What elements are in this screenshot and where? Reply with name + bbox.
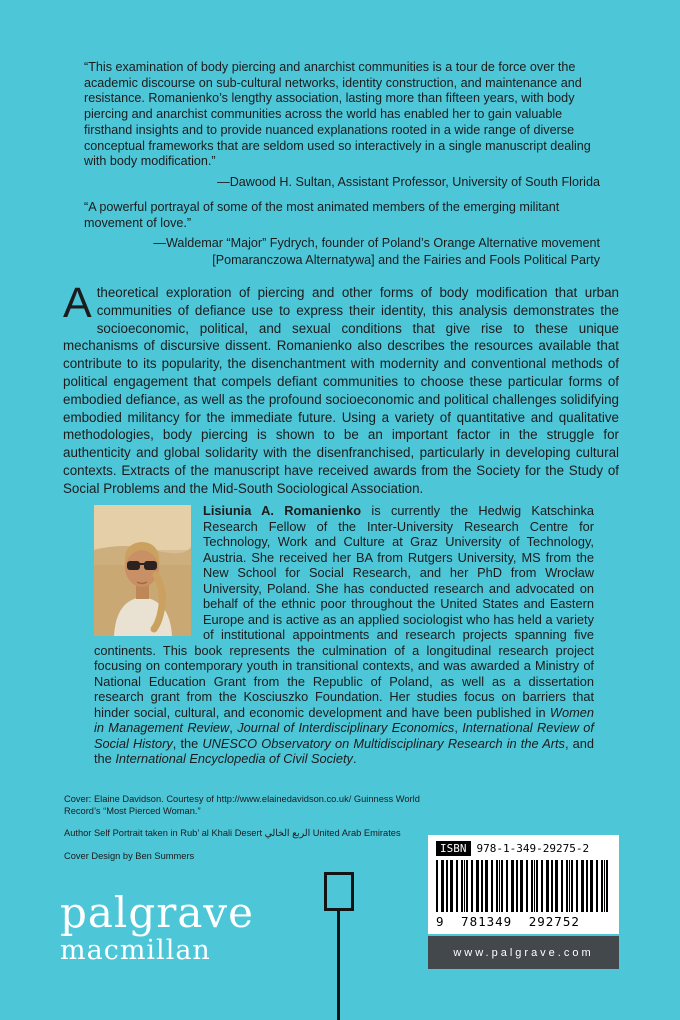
trim-registration-mark xyxy=(324,872,354,911)
isbn-label: ISBN xyxy=(436,841,471,856)
barcode-block xyxy=(428,835,619,969)
logo-macmillan-text: macmillan xyxy=(60,935,211,966)
endorsement-quote-2 xyxy=(84,200,600,269)
book-synopsis xyxy=(63,279,619,498)
endorsement-quote-2-attribution-line-2: [Pomaranczowa Alternatywa] and the Fairies and Fools Political Party xyxy=(212,253,600,268)
author-portrait-credit: Author Self Portrait taken in Rub’ al Khali Desert الربع الخالي United Arab Emirates xyxy=(64,828,401,839)
synopsis-drop-cap: A xyxy=(63,279,92,327)
cover-design-credit: Cover Design by Ben Summers xyxy=(64,850,195,861)
endorsement-quote-2-text: “A powerful portrayal of some of the most animated members of the emerging militant movement of love.” xyxy=(84,200,560,230)
author-bio xyxy=(94,503,594,767)
cover-credit-line-2: Record’s “Most Pierced Woman.” xyxy=(64,805,201,816)
synopsis-text: theoretical exploration of piercing and other forms of body modification that urban communities of defiance use to express their identity, this analysis demonstrates the socioeconomic, political, and sexual conditions that give rise to these unique mechanisms of discursive dissent. Romanienko also describes the resources available that contribute to its popularity, the disenchantment with modernity and conventional methods of political engagement that compels defiant communities to choose these particular forms of embodied defiance, as well as the profound socioeconomic and political challenges solidifying embodied militancy for the immediate future. Using a variety of quantitative and qualitative methodologies, body piercing is shown to be an important factor in the struggle for authenticity and global solidarity with the disenfranchised, particularly in developing cultural contexts. Extracts of the manuscript have received awards from the Society for the Study of Social Problems and the Mid-South Sociological Association. xyxy=(63,285,619,496)
endorsement-quote-1-text: “This examination of body piercing and anarchist communities is a tour de force over the academic discourse on sub-cultural networks, identity construction, and maintenance and resistance. Romanienko’s lengthy association, lasting more than fifteen years, with body piercing and anarchist communities across the world has enabled her to gain valuable firsthand insights and to provide nuanced explanations rooted in a wide range of diverse conceptual frameworks that are seldom used so interactively in a single manuscript dealing with body modification.” xyxy=(84,60,591,169)
credits-block xyxy=(64,794,484,862)
logo-palgrave-text: palgrave xyxy=(60,888,254,937)
endorsement-quote-1-attribution: —Dawood H. Sultan, Assistant Professor, University of South Florida xyxy=(217,174,600,189)
cover-credit-line-1: Cover: Elaine Davidson. Courtesy of http://www.elainedavidson.co.uk/ Guinness World xyxy=(64,794,420,804)
endorsement-quote-1 xyxy=(84,60,600,191)
isbn-line xyxy=(436,841,611,856)
publisher-url-bar: www.palgrave.com xyxy=(428,936,619,969)
author-bio-text: Lisiunia A. Romanienko is currently the Hedwig Katschinka Research Fellow of the Inter-University Research Centre for Technology, Work and Culture at Graz University of Technology, Austria. She received her BA from Rutgers University, MS from the New School for Social Research, and her PhD from Wrocław University, Poland. She has conducted research and advocated on behalf of the ethnic poor throughout the United States and Eastern Europe and is active as an applied sociologist who has held a variety of institutional appointments and research projects spanning five continents. This book represents the culmination of a longitudinal research project focusing on contemporary youth in transitional contexts, and was awarded a Ministry of National Education Grant from the Republic of Poland, as well as a dissertation research grant from the Kosciuszko Foundation. Her studies focus on barriers that hinder social, cultural, and economic development and have been published in Women in Management Review, Journal of Interdisciplinary Economics, International Review of Social History, the UNESCO Observatory on Multidisciplinary Research in the Arts, and the International Encyclopedia of Civil Society. xyxy=(94,503,595,766)
barcode-digits: 9 781349 292752 xyxy=(436,914,580,929)
barcode-bars xyxy=(436,860,611,912)
endorsement-quote-2-attribution-line-1: —Waldemar “Major” Fydrych, founder of Poland’s Orange Alternative movement xyxy=(153,236,600,251)
author-photo xyxy=(94,505,191,636)
isbn-number: 978-1-349-29275-2 xyxy=(476,842,590,855)
barcode-panel xyxy=(428,835,619,934)
trim-registration-line xyxy=(337,908,340,1020)
palgrave-macmillan-logo xyxy=(60,890,254,966)
